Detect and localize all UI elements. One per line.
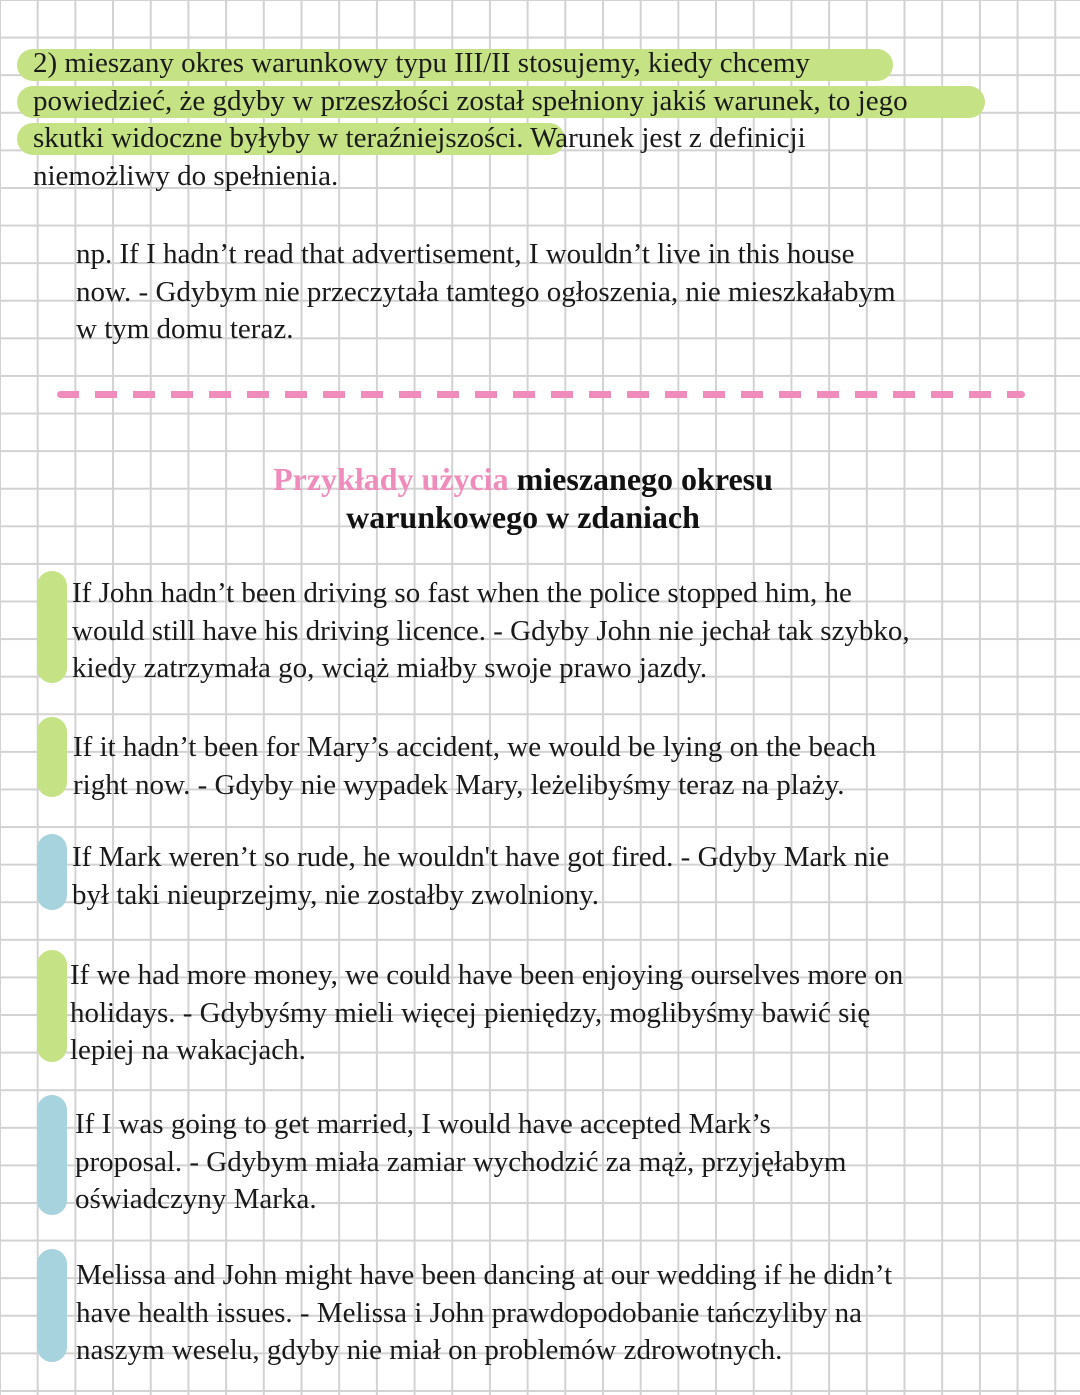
- green-marker-bar: [37, 717, 67, 797]
- heading-line-2: warunkowego w zdaniach: [346, 499, 700, 535]
- intro-paragraph: [33, 45, 908, 195]
- example-item: [73, 729, 876, 804]
- example-item: [75, 1106, 846, 1219]
- example-item-line: proposal. - Gdybym miała zamiar wychodzić za mąż, przyjęłabym: [75, 1145, 847, 1178]
- example-item-line: kiedy zatrzymała go, wciąż miałby swoje prawo jazdy.: [72, 652, 708, 685]
- example-item-line: If John hadn’t been driving so fast when the police stopped him, he: [72, 577, 852, 609]
- example-item: [76, 1257, 892, 1370]
- blue-marker-bar: [37, 1249, 67, 1362]
- heading-accent: Przykłady użycia: [273, 461, 509, 497]
- intro-line-highlighted: skutki widoczne byłyby w teraźniejszości.: [33, 122, 524, 155]
- intro-line: 2) mieszany okres warunkowy typu III/II stosujemy, kiedy chcemy: [33, 47, 810, 79]
- section-heading: [0, 460, 1046, 536]
- green-marker-bar: [37, 950, 67, 1062]
- example-item-line: był taki nieuprzejmy, nie zostałby zwolniony.: [72, 878, 599, 911]
- example-item-line: lepiej na wakacjach.: [70, 1034, 306, 1067]
- example-paragraph: [76, 236, 896, 349]
- heading-part: mieszanego okresu: [508, 461, 773, 497]
- example-item: [70, 957, 903, 1070]
- example-line: now. - Gdybym nie przeczytała tamtego ogłoszenia, nie mieszkałabym: [76, 275, 896, 308]
- example-item-line: holidays. - Gdybyśmy mieli więcej pieniędzy, moglibyśmy bawić się: [70, 996, 871, 1029]
- example-item-line: have health issues. - Melissa i John prawdopodobanie tańczyliby na: [76, 1296, 863, 1329]
- example-item-line: would still have his driving licence. - Gdyby John nie jechał tak szybko,: [72, 614, 910, 647]
- example-item: [72, 575, 910, 688]
- intro-line: [33, 120, 908, 158]
- example-item-line: If I was going to get married, I would have accepted Mark’s: [75, 1108, 771, 1140]
- example-item-line: If it hadn’t been for Mary’s accident, we would be lying on the beach: [73, 731, 877, 763]
- example-item-line: If we had more money, we could have been enjoying ourselves more on: [70, 959, 904, 991]
- intro-line: powiedzieć, że gdyby w przeszłości został spełniony jakiś warunek, to jego: [33, 84, 908, 117]
- example-item-line: Melissa and John might have been dancing at our wedding if he didn’t: [76, 1259, 893, 1291]
- dashed-divider: [57, 391, 1025, 398]
- example-item-line: oświadczyny Marka.: [75, 1183, 317, 1216]
- blue-marker-bar: [37, 1095, 67, 1215]
- example-item: [72, 839, 889, 914]
- example-item-line: right now. - Gdyby nie wypadek Mary, leżelibyśmy teraz na plaży.: [73, 768, 845, 801]
- blue-marker-bar: [37, 834, 67, 910]
- intro-line-tail: Warunek jest z definicji: [523, 122, 806, 155]
- example-item-line: naszym weselu, gdyby nie miał on problemów zdrowotnych.: [76, 1334, 783, 1367]
- green-marker-bar: [37, 571, 67, 683]
- intro-line: niemożliwy do spełnienia.: [33, 159, 339, 192]
- example-item-line: If Mark weren’t so rude, he wouldn't have got fired. - Gdyby Mark nie: [72, 841, 890, 873]
- example-line: np. If I hadn’t read that advertisement, I wouldn’t live in this house: [76, 238, 855, 270]
- example-line: w tym domu teraz.: [76, 313, 294, 346]
